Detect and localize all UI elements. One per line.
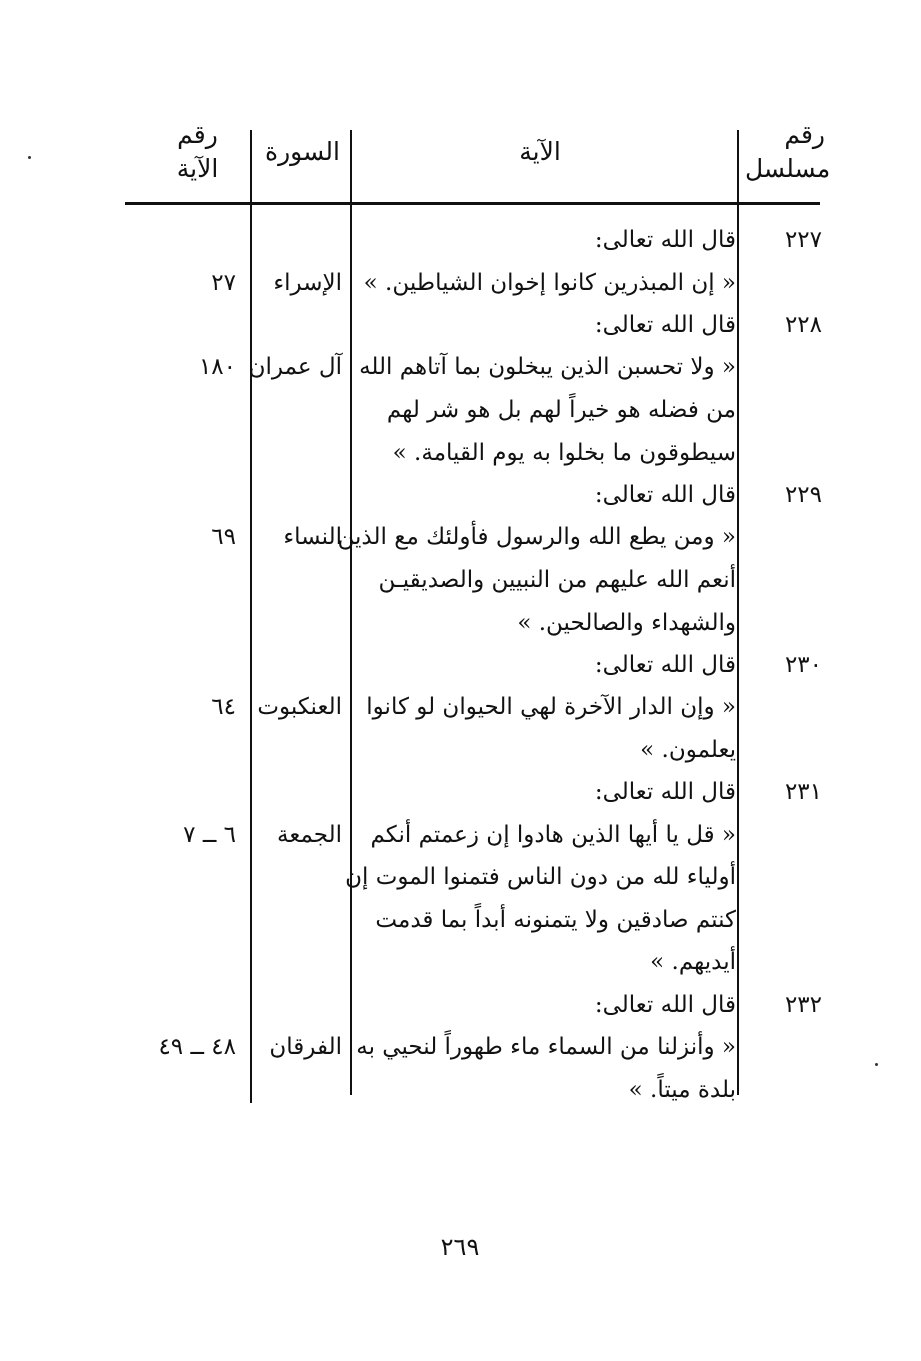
column-divider-serial — [737, 130, 739, 1095]
serial-number: ٢٢٨ — [784, 312, 822, 338]
verse-line: « وأنزلنا من السماء ماء طهوراً لنحيي به — [356, 1034, 736, 1060]
verse-line: أنعم الله عليهم من النبيين والصديقيـن — [378, 567, 736, 593]
header-verse: الآية — [519, 137, 561, 166]
header-surah: السورة — [265, 137, 340, 166]
surah-name: آل عمران — [248, 354, 342, 380]
header-ayah-number — [160, 118, 235, 186]
verse-intro: قال الله تعالى: — [594, 312, 736, 338]
ayah-number: ٤٨ ــ ٤٩ — [158, 1034, 236, 1060]
ayah-number: ٦٤ — [211, 694, 236, 720]
surah-name: الجمعة — [277, 822, 342, 848]
verse-intro: قال الله تعالى: — [594, 227, 736, 253]
ayah-number: ١٨٠ — [198, 354, 236, 380]
header-rule — [125, 202, 820, 205]
verse-line: يعلمون. » — [640, 737, 736, 763]
surah-name: الفرقان — [269, 1034, 342, 1060]
verse-line: بلدة ميتاً. » — [628, 1077, 736, 1103]
verse-intro: قال الله تعالى: — [594, 482, 736, 508]
verse-line: « إن المبذرين كانوا إخوان الشياطين. » — [363, 270, 736, 296]
scan-speck — [28, 156, 31, 159]
verse-line: « قل يا أيها الذين هادوا إن زعمتم أنكم — [370, 822, 736, 848]
header-ayah-line1: رقم — [177, 120, 218, 149]
verse-line: سيطوقون ما بخلوا به يوم القيامة. » — [392, 440, 736, 466]
column-divider-verse — [350, 130, 352, 1095]
surah-name: النساء — [283, 524, 342, 550]
surah-name: العنكبوت — [257, 694, 342, 720]
scan-speck — [875, 1063, 878, 1066]
verse-line: « ومن يطع الله والرسول فأولئك مع الذين — [337, 524, 736, 550]
serial-number: ٢٣٠ — [784, 652, 822, 678]
serial-number: ٢٢٧ — [784, 227, 822, 253]
column-divider-surah — [250, 130, 252, 1103]
serial-number: ٢٣٢ — [784, 992, 822, 1018]
ayah-number: ٢٧ — [211, 270, 236, 296]
verse-line: كنتم صادقين ولا يتمنونه أبداً بما قدمت — [375, 907, 736, 933]
verse-line: من فضله هو خيراً لهم بل هو شر لهم — [386, 397, 736, 423]
verse-line: « وإن الدار الآخرة لهي الحيوان لو كانوا — [366, 694, 736, 720]
verse-line: « ولا تحسبن الذين يبخلون بما آتاهم الله — [359, 354, 736, 380]
header-serial-line1: رقم — [784, 120, 825, 149]
ayah-number: ٦ ــ ٧ — [183, 822, 236, 848]
page-number: ٢٦٩ — [440, 1233, 480, 1261]
serial-number: ٢٣١ — [784, 779, 822, 805]
surah-name: الإسراء — [273, 270, 342, 296]
verse-intro: قال الله تعالى: — [594, 652, 736, 678]
header-serial-line2: مسلسل — [745, 154, 831, 183]
ayah-number: ٦٩ — [211, 524, 236, 550]
verse-intro: قال الله تعالى: — [594, 992, 736, 1018]
verse-line: والشهداء والصالحين. » — [517, 610, 736, 636]
serial-number: ٢٢٩ — [784, 482, 822, 508]
header-ayah-line2: الآية — [176, 154, 219, 183]
verse-intro: قال الله تعالى: — [594, 779, 736, 805]
verse-line: أيديهم. » — [650, 949, 736, 975]
header-serial — [745, 118, 831, 186]
verse-line: أولياء لله من دون الناس فتمنوا الموت إن — [345, 864, 736, 890]
